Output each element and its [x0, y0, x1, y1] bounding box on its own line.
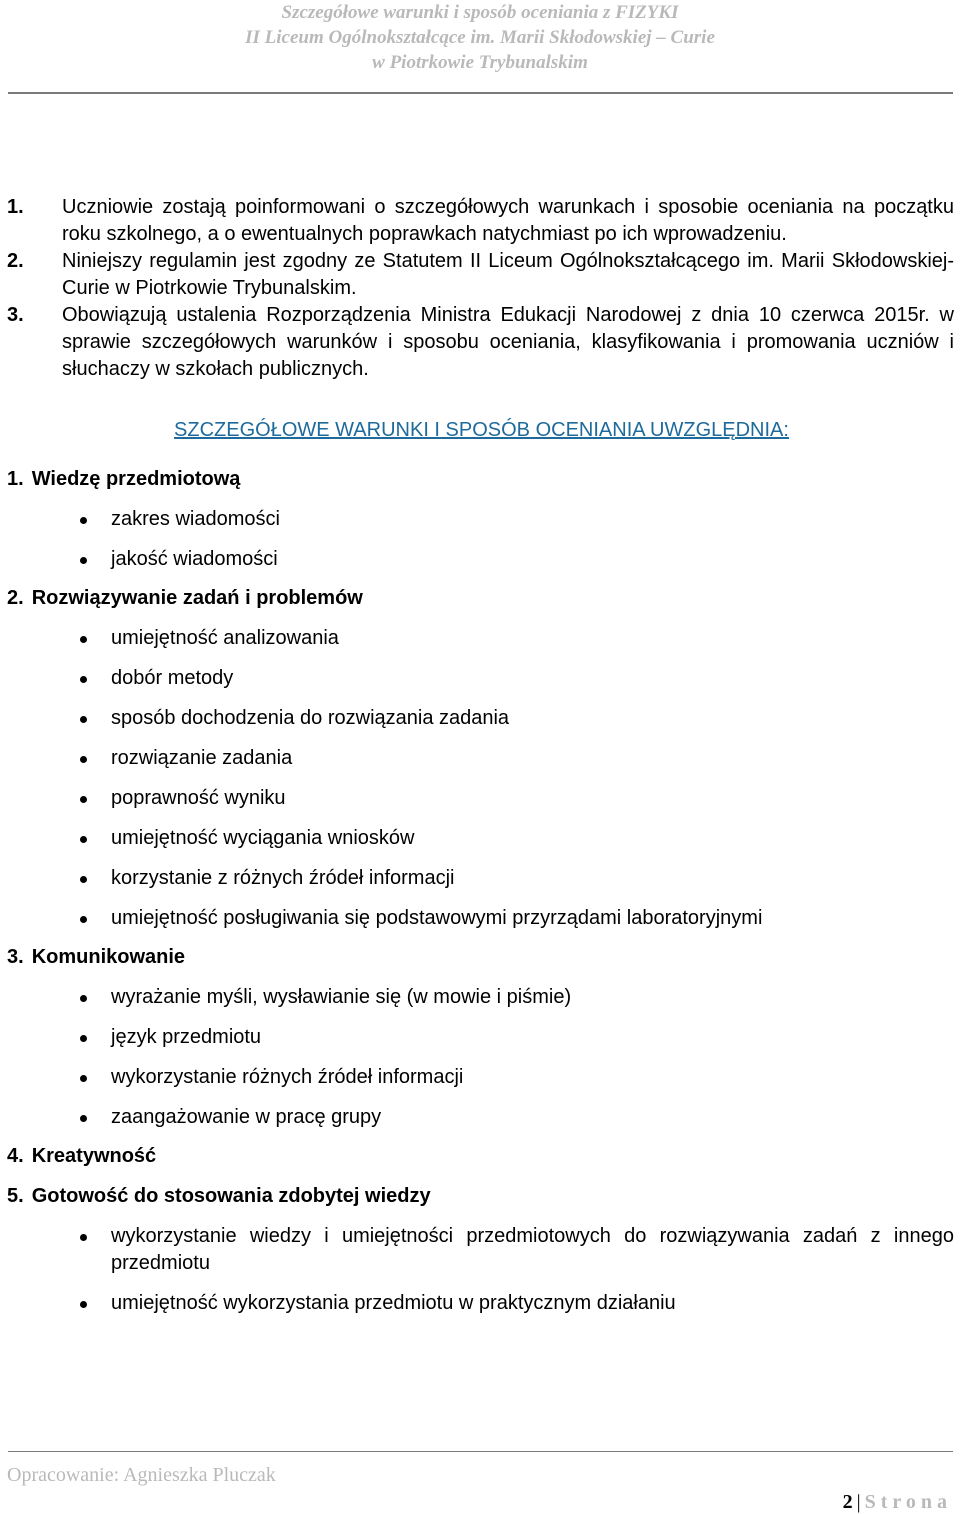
list-item [7, 625, 954, 652]
list-item-text: umiejętność analizowania [111, 627, 339, 649]
list-item [7, 705, 954, 732]
list-item-text: dobór metody [111, 667, 234, 689]
bullet-icon [80, 1301, 87, 1308]
intro-item [7, 248, 954, 302]
bullet-icon [80, 995, 87, 1002]
criterion-title: Komunikowanie [31, 946, 186, 968]
criterion-title: Kreatywność [31, 1145, 157, 1167]
list-item [7, 745, 954, 772]
criterion-heading [7, 585, 954, 612]
page-separator: | [856, 1491, 861, 1513]
footer-author: Opracowanie: Agnieszka Pluczak [7, 1464, 276, 1486]
list-item [7, 506, 954, 533]
criterion-heading [7, 944, 954, 971]
page-number: 2 [842, 1491, 853, 1513]
list-item [7, 546, 954, 573]
intro-text: Obowiązują ustalenia Rozporządzenia Ministra Edukacji Narodowej z dnia 10 czerwca 2015r. w sprawie szczegółowych warunków i sposobu oceniania, klasyfikowania i promowania uczniów i słuchaczy w szkołach publicznych. [62, 304, 954, 380]
list-item [7, 1290, 954, 1317]
list-item [7, 825, 954, 852]
list-item-text: poprawność wyniku [111, 787, 286, 809]
header-title: Szczegółowe warunki i sposób oceniania z FIZYKI [281, 2, 679, 23]
criterion-heading [7, 1183, 954, 1210]
bullet-icon [80, 716, 87, 723]
criterion-number: 2. [7, 587, 24, 609]
footer-divider [8, 1451, 953, 1452]
header-school: II Liceum Ogólnokształcące im. Marii Skłodowskiej – Curie [245, 27, 715, 48]
section-title: SZCZEGÓŁOWE WARUNKI I SPOSÓB OCENIANIA UWZGLĘDNIA: [174, 419, 789, 441]
intro-number: 3. [7, 304, 24, 326]
bullet-icon [80, 517, 87, 524]
list-item-text: wykorzystanie wiedzy i umiejętności przedmiotowych do rozwiązywania zadań z innego przedmiotu [111, 1225, 954, 1274]
list-item [7, 905, 954, 932]
intro-number: 2. [7, 250, 24, 272]
criterion-number: 5. [7, 1185, 24, 1207]
bullet-icon [80, 796, 87, 803]
bullet-icon [80, 557, 87, 564]
list-item [7, 1024, 954, 1051]
criterion-heading [7, 466, 954, 493]
list-item-text: jakość wiadomości [111, 548, 278, 570]
intro-number: 1. [7, 196, 24, 218]
bullet-icon [80, 916, 87, 923]
list-item [7, 865, 954, 892]
criterion-number: 1. [7, 468, 24, 490]
bullet-icon [80, 1075, 87, 1082]
criterion-number: 3. [7, 946, 24, 968]
criterion-items [7, 984, 954, 1131]
list-item [7, 785, 954, 812]
header-city: w Piotrkowie Trybunalskim [372, 52, 588, 73]
bullet-icon [80, 636, 87, 643]
criterion-heading [7, 1143, 954, 1170]
bullet-icon [80, 1035, 87, 1042]
criterion-number: 4. [7, 1145, 24, 1167]
list-item [7, 665, 954, 692]
list-item-text: umiejętność wyciągania wniosków [111, 827, 415, 849]
intro-item [7, 302, 954, 383]
bullet-icon [80, 1115, 87, 1122]
page-label: Strona [864, 1491, 952, 1513]
list-item-text: umiejętność posługiwania się podstawowymi przyrządami laboratoryjnymi [111, 907, 763, 929]
list-item-text: umiejętność wykorzystania przedmiotu w praktycznym działaniu [111, 1292, 676, 1314]
page-footer [843, 1491, 952, 1514]
list-item-text: wyrażanie myśli, wysławianie się (w mowie i piśmie) [111, 986, 572, 1008]
document-body [7, 194, 954, 1317]
page-header [0, 0, 960, 75]
intro-text: Uczniowie zostają poinformowani o szczegółowych warunkach i sposobie oceniania na początku roku szkolnego, a o ewentualnych poprawkach natychmiast po ich wprowadzeniu. [62, 196, 954, 245]
list-item [7, 1104, 954, 1131]
criterion-items [7, 506, 954, 573]
criterion-items [7, 625, 954, 932]
criterion-title: Gotowość do stosowania zdobytej wiedzy [31, 1185, 431, 1207]
criterion-title: Wiedzę przedmiotową [31, 468, 241, 490]
bullet-icon [80, 836, 87, 843]
bullet-icon [80, 756, 87, 763]
list-item [7, 984, 954, 1011]
bullet-icon [80, 676, 87, 683]
bullet-icon [80, 876, 87, 883]
criteria-list [7, 466, 954, 1317]
list-item-text: rozwiązanie zadania [111, 747, 293, 769]
list-item-text: sposób dochodzenia do rozwiązania zadania [111, 707, 510, 729]
list-item-text: zakres wiadomości [111, 508, 280, 530]
list-item [7, 1223, 954, 1277]
criterion-items [7, 1223, 954, 1317]
list-item-text: język przedmiotu [111, 1026, 262, 1048]
intro-item [7, 194, 954, 248]
criterion-title: Rozwiązywanie zadań i problemów [31, 587, 363, 609]
list-item-text: zaangażowanie w pracę grupy [111, 1106, 382, 1128]
intro-text: Niniejszy regulamin jest zgodny ze Statutem II Liceum Ogólnokształcącego im. Marii Skłodowskiej-Curie w Piotrkowie Trybunalskim. [62, 250, 954, 299]
list-item-text: wykorzystanie różnych źródeł informacji [111, 1066, 464, 1088]
header-divider [8, 92, 953, 94]
bullet-icon [80, 1234, 87, 1241]
list-item [7, 1064, 954, 1091]
list-item-text: korzystanie z różnych źródeł informacji [111, 867, 455, 889]
